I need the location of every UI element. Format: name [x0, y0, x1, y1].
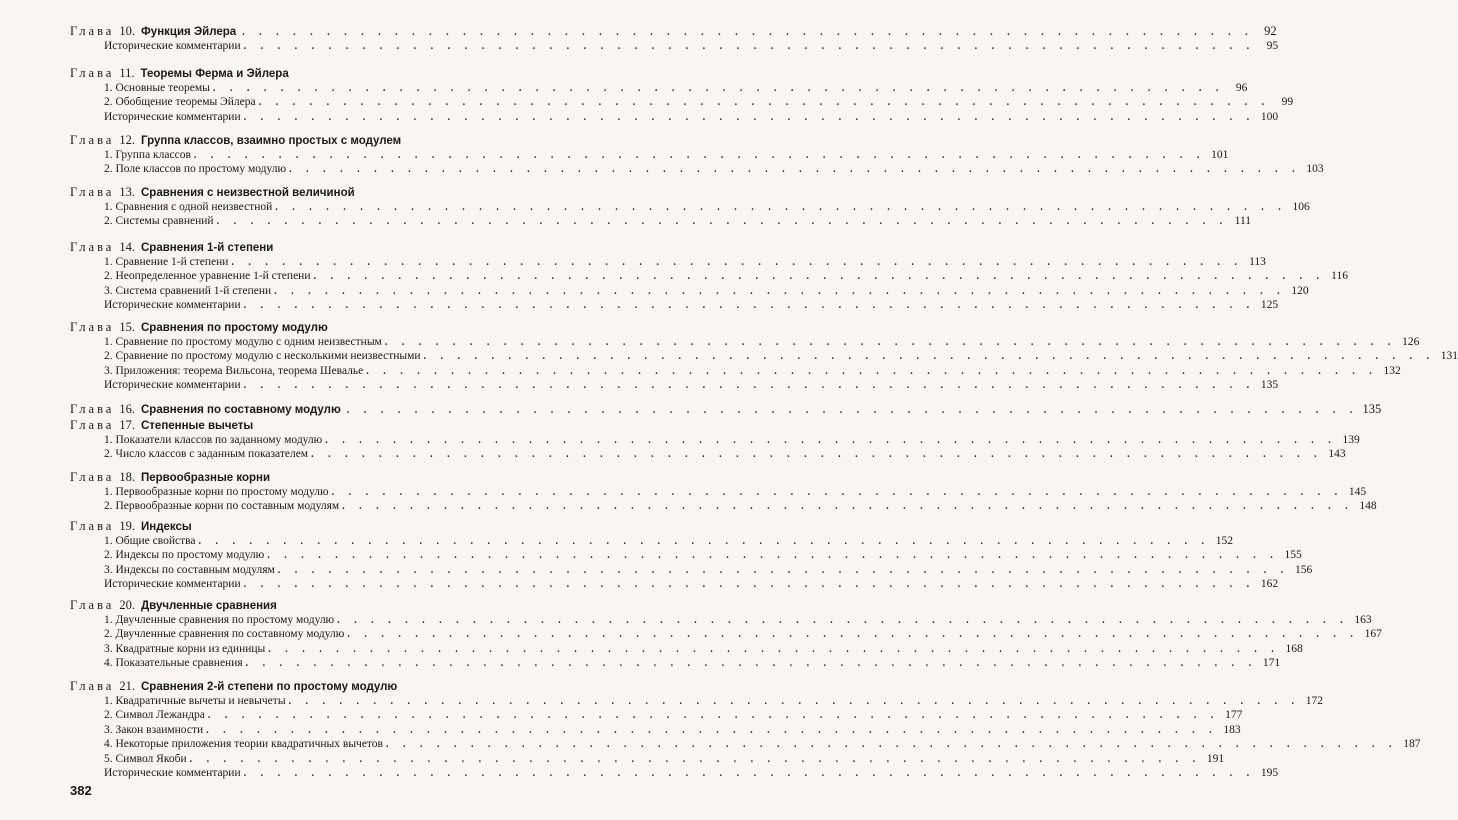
- dot-leader: [244, 380, 1256, 391]
- toc-entry: [104, 364, 1401, 379]
- entry-page: 95: [1266, 40, 1279, 52]
- entry-page: 195: [1260, 766, 1279, 779]
- toc-entry: [104, 535, 1234, 549]
- entry-page: 143: [1328, 448, 1346, 461]
- entry-title: 2. Индексы по простому модулю: [104, 549, 265, 562]
- entry-page: 131: [1440, 350, 1458, 363]
- toc-entry: [104, 434, 1360, 448]
- chapter-title: Степенные вычеты: [140, 420, 254, 432]
- chapter-number: 19.: [119, 519, 135, 533]
- entry-page: 96: [1235, 82, 1248, 94]
- entry-page: 177: [1225, 709, 1243, 722]
- dot-leader: [244, 41, 1256, 52]
- toc-entry: [104, 614, 1372, 628]
- entry-title: Исторические комментарии: [104, 578, 241, 591]
- chapter-heading: [70, 185, 538, 201]
- chapter-heading: [70, 402, 1382, 418]
- entry-title: 3. Закон взаимности: [104, 723, 204, 736]
- entry-title: 2. Число классов с заданным показателем: [104, 448, 309, 461]
- entry-page: 111: [1234, 215, 1252, 228]
- chapter-word: Глава: [70, 418, 115, 432]
- chapter-heading: [70, 598, 538, 614]
- chapter-block: [70, 320, 1458, 394]
- dot-leader: [194, 150, 1206, 161]
- dot-leader: [268, 644, 1280, 655]
- chapter-title: Сравнения с неизвестной величиной: [140, 187, 355, 199]
- chapter-block: [70, 240, 1348, 314]
- entry-page: 172: [1305, 695, 1324, 707]
- dot-leader: [259, 97, 1271, 108]
- entry-title: 2. Первообразные корни по составным модулям: [104, 500, 340, 513]
- toc-entry: [104, 284, 1309, 299]
- entry-title: 4. Показательные сравнения: [104, 657, 243, 670]
- dot-leader: [325, 435, 1337, 446]
- entry-page: 156: [1295, 563, 1313, 576]
- entry-title: 3. Приложения: теорема Вильсона, теорема Шевалье: [104, 364, 364, 377]
- entry-page: 163: [1354, 614, 1372, 626]
- toc-entry: [104, 657, 1281, 671]
- chapter-title: Двучленные сравнения: [140, 600, 277, 612]
- toc-entry: [104, 256, 1266, 270]
- chapter-title: Теоремы Ферма и Эйлера: [140, 68, 289, 80]
- chapter-number: 13.: [119, 185, 135, 199]
- toc-entry: [104, 500, 1377, 514]
- entry-title: Исторические комментарии: [104, 110, 241, 123]
- chapter-word: Глава: [70, 519, 115, 533]
- toc-entry: [104, 563, 1313, 578]
- entry-page: 100: [1260, 110, 1279, 123]
- chapter-page: 92: [1264, 24, 1277, 38]
- dot-leader: [386, 739, 1398, 750]
- entry-page: 126: [1402, 336, 1420, 348]
- chapter-title: Сравнения по простому модулю: [140, 322, 328, 334]
- entry-page: 148: [1359, 500, 1377, 513]
- dot-leader: [347, 405, 1359, 416]
- chapter-title: Индексы: [140, 521, 192, 533]
- entry-title: 3. Квадратные корни из единицы: [104, 642, 266, 655]
- toc-entry: [104, 270, 1348, 284]
- entry-title: 1. Сравнение по простому модулю с одним неизвестным: [104, 336, 382, 348]
- toc-entry: [104, 578, 1279, 592]
- chapter-block: [70, 402, 1382, 418]
- dot-leader: [199, 536, 1211, 547]
- entry-page: 162: [1260, 578, 1279, 591]
- entry-title: 3. Система сравнений 1-й степени: [104, 284, 272, 297]
- dot-leader: [267, 550, 1279, 561]
- entry-title: 2. Поле классов по простому модулю: [104, 163, 287, 176]
- chapter-block: [70, 133, 1324, 178]
- dot-leader: [244, 768, 1256, 779]
- entry-page: 135: [1260, 379, 1279, 392]
- chapter-number: 15.: [119, 320, 135, 334]
- entry-page: 145: [1348, 486, 1367, 498]
- chapter-word: Глава: [70, 598, 115, 612]
- page-number: 382: [70, 783, 92, 798]
- entry-title: 2. Символ Лежандра: [104, 709, 205, 722]
- toc-entry: [104, 723, 1241, 738]
- chapter-title: Сравнения 2-й степени по простому модулю: [140, 681, 398, 693]
- chapter-title: Первообразные корни: [140, 472, 271, 484]
- dot-leader: [208, 710, 1220, 721]
- entry-title: 1. Первообразные корни по простому модулю: [104, 486, 329, 498]
- dot-leader: [424, 351, 1436, 362]
- entry-title: 1. Основные теоремы: [104, 82, 210, 94]
- entry-page: 103: [1306, 163, 1324, 176]
- entry-page: 106: [1292, 201, 1310, 213]
- dot-leader: [244, 579, 1256, 590]
- entry-page: 155: [1284, 549, 1302, 562]
- toc-entry: [104, 549, 1302, 563]
- toc-entry: [104, 336, 1420, 350]
- dot-leader: [366, 366, 1378, 377]
- chapter-number: 14.: [119, 240, 135, 254]
- entry-page: 139: [1342, 434, 1360, 446]
- dot-leader: [242, 27, 1254, 38]
- chapter-word: Глава: [70, 470, 115, 484]
- entry-page: 167: [1364, 628, 1382, 641]
- dot-leader: [275, 202, 1287, 213]
- toc-entry: [104, 110, 1279, 125]
- entry-title: Исторические комментарии: [104, 379, 241, 392]
- toc-entry: [104, 448, 1346, 462]
- dot-leader: [274, 286, 1286, 297]
- toc-entry: [104, 628, 1382, 642]
- chapter-word: Глава: [70, 24, 115, 38]
- entry-title: Исторические комментарии: [104, 40, 241, 52]
- dot-leader: [289, 164, 1301, 175]
- chapter-word: Глава: [70, 240, 115, 254]
- dot-leader: [311, 449, 1323, 460]
- dot-leader: [190, 754, 1202, 765]
- entry-title: 2. Двучленные сравнения по составному модулю: [104, 628, 345, 641]
- toc-entry: [104, 201, 1310, 215]
- dot-leader: [347, 629, 1359, 640]
- entry-page: 168: [1285, 642, 1303, 655]
- entry-title: 1. Общие свойства: [104, 535, 196, 547]
- toc-entry: [104, 738, 1421, 752]
- chapter-block: [70, 24, 1279, 54]
- chapter-heading: [70, 470, 538, 486]
- entry-page: 152: [1215, 535, 1234, 547]
- entry-title: 3. Индексы по составным модулям: [104, 563, 275, 576]
- toc-entry: [104, 350, 1458, 364]
- chapter-heading: [70, 519, 538, 535]
- dot-leader: [337, 615, 1349, 626]
- chapter-number: 18.: [119, 470, 135, 484]
- chapter-title: Сравнения 1-й степени: [140, 242, 274, 254]
- entry-page: 120: [1291, 284, 1309, 297]
- dot-leader: [289, 696, 1301, 707]
- chapter-word: Глава: [70, 402, 115, 416]
- entry-title: 2. Неопределенное уравнение 1-й степени: [104, 270, 311, 283]
- toc-entry: [104, 766, 1279, 781]
- toc-entry: [104, 149, 1229, 163]
- chapter-block: [70, 418, 1360, 463]
- chapter-heading: [70, 679, 538, 695]
- toc-entry: [104, 709, 1243, 723]
- entry-page: 116: [1331, 270, 1348, 283]
- chapter-page: 135: [1362, 402, 1382, 416]
- toc-entry: [104, 82, 1248, 96]
- entry-title: 1. Квадратичные вычеты и невычеты: [104, 695, 286, 707]
- toc-entry: [104, 379, 1279, 393]
- chapter-word: Глава: [70, 133, 115, 147]
- chapter-word: Глава: [70, 185, 115, 199]
- toc-entry: [104, 642, 1303, 657]
- dot-leader: [246, 658, 1258, 669]
- dot-leader: [217, 216, 1229, 227]
- toc-entry: [104, 163, 1324, 177]
- dot-leader: [206, 725, 1218, 736]
- chapter-number: 16.: [119, 402, 135, 416]
- chapter-heading: [70, 418, 538, 434]
- entry-title: Исторические комментарии: [104, 766, 241, 779]
- entry-title: 1. Сравнения с одной неизвестной: [104, 201, 273, 213]
- entry-title: 5. Символ Якоби: [104, 752, 187, 765]
- dot-leader: [385, 337, 1397, 348]
- toc-entry: [104, 695, 1324, 709]
- entry-page: 113: [1249, 256, 1266, 268]
- chapter-word: Глава: [70, 66, 115, 80]
- toc-entry: [104, 215, 1252, 229]
- toc-entry: [104, 299, 1279, 313]
- chapter-heading: [70, 133, 538, 149]
- entry-page: 171: [1262, 657, 1281, 670]
- toc-entry: [104, 486, 1367, 500]
- chapter-number: 12.: [119, 133, 135, 147]
- toc-entry: [104, 40, 1279, 54]
- chapter-block: [70, 470, 1377, 515]
- chapter-heading: [70, 66, 538, 82]
- chapter-number: 20.: [119, 598, 135, 612]
- entry-title: 2. Сравнение по простому модулю с несколькими неизвестными: [104, 350, 421, 363]
- chapter-heading: [70, 24, 1277, 40]
- entry-title: 1. Сравнение 1-й степени: [104, 256, 229, 268]
- entry-title: 1. Показатели классов по заданному модулю: [104, 434, 323, 446]
- chapter-number: 21.: [119, 679, 135, 693]
- entry-page: 183: [1223, 723, 1241, 736]
- entry-title: 2. Обобщение теоремы Эйлера: [104, 96, 256, 109]
- toc-entry: [104, 96, 1294, 110]
- dot-leader: [342, 501, 1354, 512]
- chapter-number: 17.: [119, 418, 135, 432]
- chapter-heading: [70, 320, 538, 336]
- entry-page: 191: [1206, 752, 1225, 765]
- dot-leader: [231, 257, 1243, 268]
- entry-title: 1. Двучленные сравнения по простому модулю: [104, 614, 335, 626]
- chapter-block: [70, 185, 1310, 230]
- dot-leader: [313, 271, 1325, 282]
- entry-title: Исторические комментарии: [104, 299, 241, 312]
- entry-page: 101: [1211, 149, 1229, 161]
- toc-entry: [104, 752, 1225, 767]
- dot-leader: [278, 565, 1290, 576]
- entry-title: 4. Некоторые приложения теории квадратичных вычетов: [104, 738, 383, 751]
- entry-page: 132: [1383, 364, 1401, 377]
- entry-title: 2. Системы сравнений: [104, 215, 214, 228]
- dot-leader: [244, 112, 1256, 123]
- dot-leader: [213, 83, 1225, 94]
- chapter-title: Сравнения по составному модулю: [140, 404, 341, 416]
- entry-page: 125: [1260, 299, 1279, 312]
- dot-leader: [332, 487, 1344, 498]
- chapter-number: 10.: [119, 24, 135, 38]
- entry-page: 99: [1281, 96, 1294, 109]
- dot-leader: [244, 300, 1256, 311]
- chapter-block: [70, 679, 1421, 781]
- entry-title: 1. Группа классов: [104, 149, 191, 161]
- chapter-number: 11.: [119, 66, 135, 80]
- chapter-block: [70, 519, 1313, 593]
- chapter-block: [70, 66, 1294, 125]
- chapter-title: Группа классов, взаимно простых с модулем: [140, 135, 402, 147]
- chapter-title: Функция Эйлера: [140, 26, 237, 38]
- chapter-heading: [70, 240, 538, 256]
- chapter-word: Глава: [70, 679, 115, 693]
- chapter-word: Глава: [70, 320, 115, 334]
- chapter-block: [70, 598, 1382, 672]
- entry-page: 187: [1403, 738, 1421, 751]
